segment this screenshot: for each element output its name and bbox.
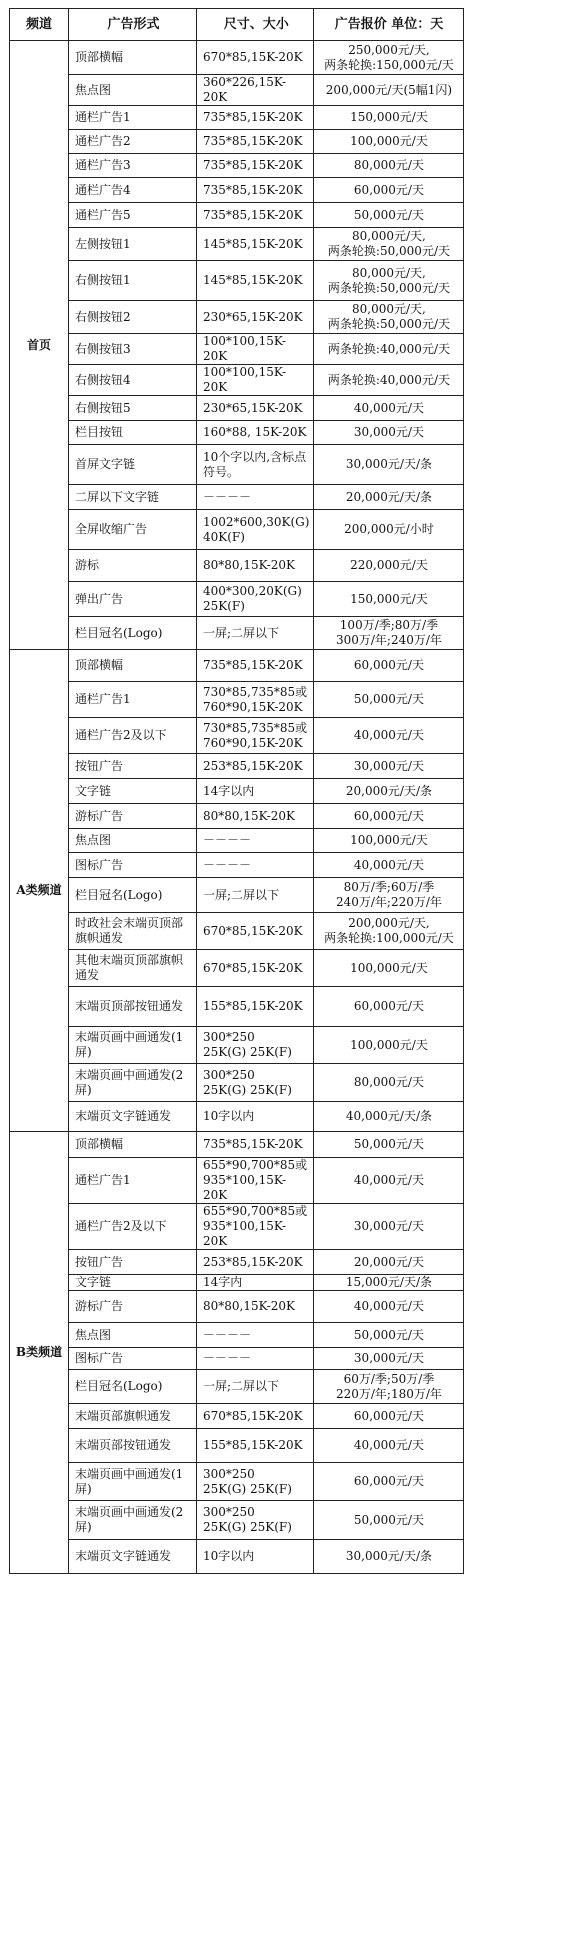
- ad-form-cell: 游标广告: [69, 1291, 197, 1323]
- ad-size-cell: 155*85,15K-20K: [197, 987, 314, 1027]
- table-row: [10, 203, 464, 228]
- ad-size-cell: 1002*600,30K(G) 40K(F): [197, 510, 314, 550]
- ad-price-cell: 50,000元/天: [314, 1132, 464, 1158]
- ad-price-cell: 80,000元/天, 两条轮换:50,000元/天: [314, 261, 464, 301]
- ad-price-cell: 15,000元/天/条: [314, 1275, 464, 1291]
- ad-price-cell: 60,000元/天: [314, 804, 464, 829]
- ad-size-cell: 80*80,15K-20K: [197, 550, 314, 582]
- ad-form-cell: 时政社会末端页顶部旗帜通发: [69, 913, 197, 950]
- table-row: [10, 510, 464, 550]
- ad-price-cell: 40,000元/天: [314, 718, 464, 754]
- ad-size-cell: 735*85,15K-20K: [197, 1132, 314, 1158]
- ad-form-cell: 右侧按钮4: [69, 365, 197, 396]
- ad-price-cell: 150,000元/天: [314, 106, 464, 130]
- ad-form-cell: 通栏广告2: [69, 130, 197, 154]
- ad-form-cell: 末端页部按钮通发: [69, 1429, 197, 1463]
- ad-form-cell: 其他末端页顶部旗帜通发: [69, 950, 197, 987]
- ad-price-cell: 150,000元/天: [314, 582, 464, 617]
- ad-size-cell: －－－－: [197, 1348, 314, 1370]
- ad-size-cell: 100*100,15K-20K: [197, 334, 314, 365]
- ad-form-cell: 栏目冠名(Logo): [69, 878, 197, 913]
- channel-cell: A类频道: [10, 650, 69, 1132]
- ad-form-cell: 通栏广告1: [69, 682, 197, 718]
- table-row: [10, 1323, 464, 1348]
- table-row: [10, 1291, 464, 1323]
- ad-size-cell: 735*85,15K-20K: [197, 203, 314, 228]
- channel-cell: B类频道: [10, 1132, 69, 1574]
- ad-price-cell: 200,000元/小时: [314, 510, 464, 550]
- ad-size-cell: 735*85,15K-20K: [197, 130, 314, 154]
- ad-form-cell: 末端页文字链通发: [69, 1102, 197, 1132]
- table-row: [10, 485, 464, 510]
- ad-price-cell: 50,000元/天: [314, 203, 464, 228]
- ad-size-cell: 670*85,15K-20K: [197, 950, 314, 987]
- ad-size-cell: 670*85,15K-20K: [197, 913, 314, 950]
- ad-price-cell: 40,000元/天: [314, 396, 464, 421]
- table-row: [10, 130, 464, 154]
- ad-price-cell: 40,000元/天: [314, 853, 464, 878]
- table-row: [10, 582, 464, 617]
- table-row: [10, 334, 464, 365]
- table-row: [10, 365, 464, 396]
- header-form: 广告形式: [69, 9, 197, 41]
- table-row: [10, 1132, 464, 1158]
- ad-form-cell: 栏目冠名(Logo): [69, 1370, 197, 1404]
- ad-form-cell: 图标广告: [69, 1348, 197, 1370]
- ad-form-cell: 通栏广告2及以下: [69, 718, 197, 754]
- ad-form-cell: 按钮广告: [69, 1250, 197, 1275]
- ad-price-cell: 两条轮换:40,000元/天: [314, 365, 464, 396]
- ad-size-cell: 735*85,15K-20K: [197, 154, 314, 178]
- ad-price-cell: 60万/季;50万/季 220万/年;180万/年: [314, 1370, 464, 1404]
- table-row: [10, 1348, 464, 1370]
- table-row: [10, 682, 464, 718]
- table-row: [10, 1429, 464, 1463]
- ad-form-cell: 全屏收缩广告: [69, 510, 197, 550]
- ad-form-cell: 游标: [69, 550, 197, 582]
- ad-size-cell: 300*250 25K(G) 25K(F): [197, 1501, 314, 1540]
- ad-price-cell: 80,000元/天: [314, 154, 464, 178]
- ad-form-cell: 栏目冠名(Logo): [69, 617, 197, 650]
- ad-price-cell: 100,000元/天: [314, 829, 464, 853]
- ad-form-cell: 顶部横幅: [69, 1132, 197, 1158]
- ad-price-cell: 60,000元/天: [314, 1463, 464, 1501]
- ad-form-cell: 首屏文字链: [69, 445, 197, 485]
- ad-size-cell: －－－－: [197, 485, 314, 510]
- ad-size-cell: 100*100,15K-20K: [197, 365, 314, 396]
- table-row: [10, 1158, 464, 1204]
- table-row: [10, 261, 464, 301]
- ad-price-cell: 30,000元/天/条: [314, 445, 464, 485]
- ad-price-cell: 40,000元/天: [314, 1291, 464, 1323]
- ad-price-cell: 100,000元/天: [314, 950, 464, 987]
- ad-price-cell: 200,000元/天, 两条轮换:100,000元/天: [314, 913, 464, 950]
- ad-form-cell: 末端页画中画通发(2屏): [69, 1501, 197, 1540]
- ad-price-cell: 40,000元/天/条: [314, 1102, 464, 1132]
- ad-form-cell: 末端页画中画通发(1屏): [69, 1027, 197, 1064]
- ad-size-cell: －－－－: [197, 1323, 314, 1348]
- ad-rate-table: [9, 8, 464, 1574]
- ad-price-cell: 30,000元/天: [314, 754, 464, 779]
- ad-size-cell: 10个字以内,含标点符号。: [197, 445, 314, 485]
- table-row: [10, 1404, 464, 1429]
- ad-form-cell: 右侧按钮2: [69, 301, 197, 334]
- table-row: [10, 1102, 464, 1132]
- table-row: [10, 913, 464, 950]
- ad-form-cell: 通栏广告2及以下: [69, 1204, 197, 1250]
- ad-form-cell: 右侧按钮3: [69, 334, 197, 365]
- ad-form-cell: 右侧按钮5: [69, 396, 197, 421]
- ad-price-cell: 40,000元/天: [314, 1158, 464, 1204]
- ad-size-cell: 670*85,15K-20K: [197, 41, 314, 75]
- table-row: [10, 1463, 464, 1501]
- ad-price-cell: 50,000元/天: [314, 682, 464, 718]
- table-row: [10, 106, 464, 130]
- table-row: [10, 1204, 464, 1250]
- ad-form-cell: 游标广告: [69, 804, 197, 829]
- ad-form-cell: 焦点图: [69, 75, 197, 106]
- ad-size-cell: 730*85,735*85或 760*90,15K-20K: [197, 682, 314, 718]
- ad-size-cell: 145*85,15K-20K: [197, 261, 314, 301]
- table-row: [10, 804, 464, 829]
- ad-price-cell: 60,000元/天: [314, 650, 464, 682]
- ad-form-cell: 通栏广告5: [69, 203, 197, 228]
- ad-size-cell: 735*85,15K-20K: [197, 650, 314, 682]
- table-row: [10, 178, 464, 203]
- table-row: [10, 1250, 464, 1275]
- ad-form-cell: 末端页顶部按钮通发: [69, 987, 197, 1027]
- ad-price-cell: 220,000元/天: [314, 550, 464, 582]
- ad-price-cell: 20,000元/天/条: [314, 485, 464, 510]
- table-row: [10, 1370, 464, 1404]
- ad-price-cell: 80万/季;60万/季 240万/年;220万/年: [314, 878, 464, 913]
- ad-price-cell: 80,000元/天, 两条轮换:50,000元/天: [314, 228, 464, 261]
- ad-form-cell: 顶部横幅: [69, 650, 197, 682]
- ad-size-cell: 一屏;二屏以下: [197, 617, 314, 650]
- ad-form-cell: 文字链: [69, 1275, 197, 1291]
- ad-price-cell: 30,000元/天: [314, 1348, 464, 1370]
- table-row: [10, 75, 464, 106]
- table-row: [10, 779, 464, 804]
- ad-price-cell: 30,000元/天: [314, 1204, 464, 1250]
- table-row: [10, 1540, 464, 1574]
- ad-size-cell: 80*80,15K-20K: [197, 1291, 314, 1323]
- ad-size-cell: 10字以内: [197, 1540, 314, 1574]
- ad-price-cell: 100,000元/天: [314, 130, 464, 154]
- ad-size-cell: 300*250 25K(G) 25K(F): [197, 1027, 314, 1064]
- table-row: [10, 1501, 464, 1540]
- header-channel: 频道: [10, 9, 69, 41]
- table-row: [10, 41, 464, 75]
- ad-form-cell: 二屏以下文字链: [69, 485, 197, 510]
- table-row: [10, 445, 464, 485]
- table-row: [10, 1064, 464, 1102]
- ad-price-cell: 250,000元/天, 两条轮换:150,000元/天: [314, 41, 464, 75]
- ad-price-cell: 20,000元/天: [314, 1250, 464, 1275]
- ad-form-cell: 按钮广告: [69, 754, 197, 779]
- ad-size-cell: 735*85,15K-20K: [197, 106, 314, 130]
- ad-price-cell: 100,000元/天: [314, 1027, 464, 1064]
- ad-price-cell: 80,000元/天, 两条轮换:50,000元/天: [314, 301, 464, 334]
- ad-price-cell: 30,000元/天: [314, 421, 464, 445]
- ad-form-cell: 末端页文字链通发: [69, 1540, 197, 1574]
- table-row: [10, 550, 464, 582]
- ad-price-cell: 20,000元/天/条: [314, 779, 464, 804]
- ad-form-cell: 通栏广告4: [69, 178, 197, 203]
- table-row: [10, 950, 464, 987]
- channel-cell: 首页: [10, 41, 69, 650]
- ad-price-cell: 50,000元/天: [314, 1323, 464, 1348]
- ad-price-cell: 200,000元/天(5幅1闪): [314, 75, 464, 106]
- ad-size-cell: 230*65,15K-20K: [197, 396, 314, 421]
- ad-size-cell: 730*85,735*85或 760*90,15K-20K: [197, 718, 314, 754]
- ad-form-cell: 弹出广告: [69, 582, 197, 617]
- ad-price-cell: 60,000元/天: [314, 987, 464, 1027]
- ad-price-cell: 60,000元/天: [314, 178, 464, 203]
- ad-price-cell: 40,000元/天: [314, 1429, 464, 1463]
- ad-price-cell: 100万/季;80万/季 300万/年;240万/年: [314, 617, 464, 650]
- ad-form-cell: 末端页画中画通发(2屏): [69, 1064, 197, 1102]
- ad-size-cell: 160*88, 15K-20K: [197, 421, 314, 445]
- ad-size-cell: －－－－: [197, 829, 314, 853]
- table-row: [10, 1027, 464, 1064]
- ad-size-cell: 735*85,15K-20K: [197, 178, 314, 203]
- ad-price-cell: 80,000元/天: [314, 1064, 464, 1102]
- ad-size-cell: 10字以内: [197, 1102, 314, 1132]
- ad-size-cell: 300*250 25K(G) 25K(F): [197, 1463, 314, 1501]
- table-row: [10, 853, 464, 878]
- ad-size-cell: 360*226,15K-20K: [197, 75, 314, 106]
- ad-form-cell: 末端页画中画通发(1屏): [69, 1463, 197, 1501]
- ad-size-cell: 14字内: [197, 1275, 314, 1291]
- table-row: [10, 878, 464, 913]
- table-row: [10, 754, 464, 779]
- ad-size-cell: 670*85,15K-20K: [197, 1404, 314, 1429]
- ad-size-cell: 14字以内: [197, 779, 314, 804]
- table-row: [10, 228, 464, 261]
- ad-form-cell: 通栏广告1: [69, 1158, 197, 1204]
- ad-form-cell: 通栏广告1: [69, 106, 197, 130]
- ad-size-cell: 300*250 25K(G) 25K(F): [197, 1064, 314, 1102]
- ad-form-cell: 右侧按钮1: [69, 261, 197, 301]
- ad-form-cell: 焦点图: [69, 829, 197, 853]
- table-row: [10, 396, 464, 421]
- ad-size-cell: 253*85,15K-20K: [197, 754, 314, 779]
- ad-size-cell: 400*300,20K(G) 25K(F): [197, 582, 314, 617]
- header-row: [10, 9, 464, 41]
- table-row: [10, 650, 464, 682]
- ad-size-cell: 155*85,15K-20K: [197, 1429, 314, 1463]
- ad-price-cell: 60,000元/天: [314, 1404, 464, 1429]
- ad-form-cell: 末端页部旗帜通发: [69, 1404, 197, 1429]
- table-row: [10, 617, 464, 650]
- ad-size-cell: 80*80,15K-20K: [197, 804, 314, 829]
- table-row: [10, 987, 464, 1027]
- table-row: [10, 301, 464, 334]
- ad-size-cell: 655*90,700*85或 935*100,15K-20K: [197, 1158, 314, 1204]
- ad-form-cell: 通栏广告3: [69, 154, 197, 178]
- ad-form-cell: 文字链: [69, 779, 197, 804]
- ad-price-cell: 两条轮换:40,000元/天: [314, 334, 464, 365]
- ad-price-cell: 30,000元/天/条: [314, 1540, 464, 1574]
- table-row: [10, 718, 464, 754]
- ad-form-cell: 图标广告: [69, 853, 197, 878]
- ad-size-cell: 一屏;二屏以下: [197, 1370, 314, 1404]
- table-row: [10, 154, 464, 178]
- ad-size-cell: 253*85,15K-20K: [197, 1250, 314, 1275]
- ad-size-cell: 230*65,15K-20K: [197, 301, 314, 334]
- ad-form-cell: 焦点图: [69, 1323, 197, 1348]
- table-row: [10, 421, 464, 445]
- table-row: [10, 1275, 464, 1291]
- ad-form-cell: 栏目按钮: [69, 421, 197, 445]
- table-row: [10, 829, 464, 853]
- header-size: 尺寸、大小: [197, 9, 314, 41]
- ad-size-cell: 655*90,700*85或 935*100,15K-20K: [197, 1204, 314, 1250]
- ad-size-cell: －－－－: [197, 853, 314, 878]
- header-price: 广告报价 单位：天: [314, 9, 464, 41]
- ad-form-cell: 左侧按钮1: [69, 228, 197, 261]
- ad-size-cell: 145*85,15K-20K: [197, 228, 314, 261]
- ad-size-cell: 一屏;二屏以下: [197, 878, 314, 913]
- ad-price-cell: 50,000元/天: [314, 1501, 464, 1540]
- ad-form-cell: 顶部横幅: [69, 41, 197, 75]
